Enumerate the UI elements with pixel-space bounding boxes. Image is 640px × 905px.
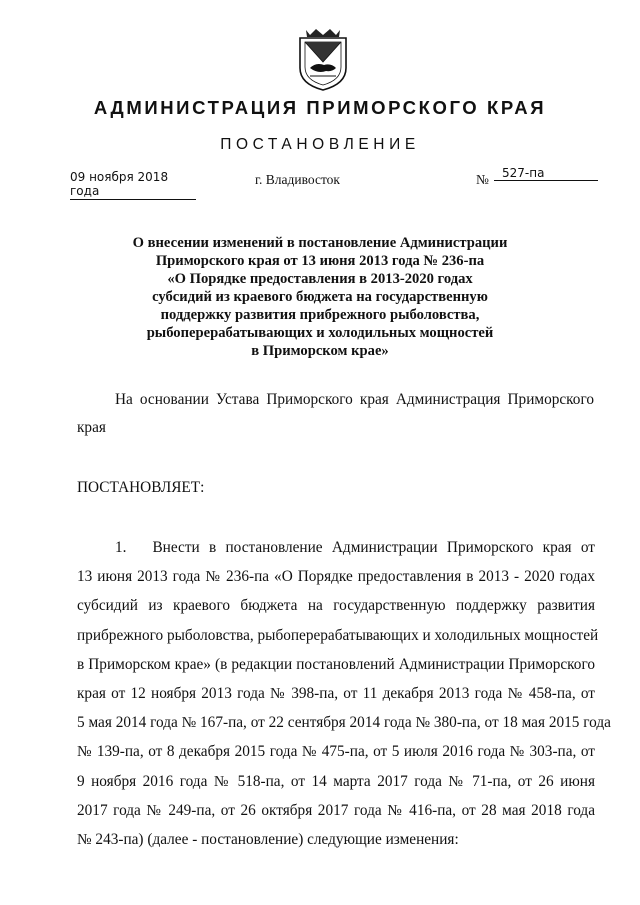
item-line: № 243-па) (далее - постановление) следующие изменения: [77, 830, 459, 848]
title-line: субсидий из краевого бюджета на государственную [152, 289, 488, 305]
item-line [77, 538, 595, 567]
document-date: 09 ноября 2018 года [70, 170, 196, 200]
title-line: в Приморском крае» [251, 343, 389, 359]
number-label: № [476, 172, 489, 187]
item-number: 1. [115, 539, 127, 556]
item-line: 5 мая 2014 года № 167-па, от 22 сентября 2014 года № 380-па, от 18 мая 2015 года [77, 714, 611, 732]
item-line: № 139-па, от 8 декабря 2015 года № 475-па, от 5 июля 2016 года № 303-па, от [77, 743, 595, 761]
item-line: субсидий из краевого бюджета на государственную поддержку развития [77, 597, 595, 615]
item-line: в Приморском крае» (в редакции постановлений Администрации Приморского [77, 655, 595, 673]
basis-paragraph: На основании Устава Приморского края Администрация Приморского [115, 391, 594, 408]
item-1 [77, 538, 611, 859]
coat-of-arms-icon [296, 24, 350, 92]
title-line: О внесении изменений в постановление Администрации [132, 235, 508, 251]
title-line: поддержку развития прибрежного рыболовства, [160, 307, 480, 323]
organization-name: АДМИНИСТРАЦИЯ ПРИМОРСКОГО КРАЯ [93, 97, 547, 118]
item-text: Внести в постановление Администрации Приморского края от [152, 539, 595, 556]
document-city: г. Владивосток [255, 172, 340, 187]
item-line: 2017 года № 249-па, от 26 октября 2017 года № 416-па, от 28 мая 2018 года [77, 801, 595, 819]
document-number: 527-па [494, 166, 598, 181]
item-line: 9 ноября 2016 года № 518-па, от 14 марта 2017 года № 71-па, от 26 июня [77, 772, 595, 790]
document-type: ПОСТАНОВЛЕНИЕ [220, 136, 420, 153]
document-title [0, 234, 640, 360]
title-line: Приморского края от 13 июня 2013 года № 236-па [155, 253, 485, 269]
title-line: рыбоперерабатывающих и холодильных мощностей [146, 325, 494, 341]
decree-heading: ПОСТАНОВЛЯЕТ: [77, 479, 205, 496]
item-line: края от 12 ноября 2013 года № 398-па, от 11 декабря 2013 года № 458-па, от [77, 684, 595, 702]
item-line: 13 июня 2013 года № 236-па «О Порядке предоставления в 2013 - 2020 годах [77, 568, 595, 586]
item-line: прибрежного рыболовства, рыбоперерабатывающих и холодильных мощностей [77, 626, 599, 644]
basis-paragraph-end: края [77, 419, 106, 436]
title-line: «О Порядке предоставления в 2013-2020 годах [167, 271, 473, 287]
